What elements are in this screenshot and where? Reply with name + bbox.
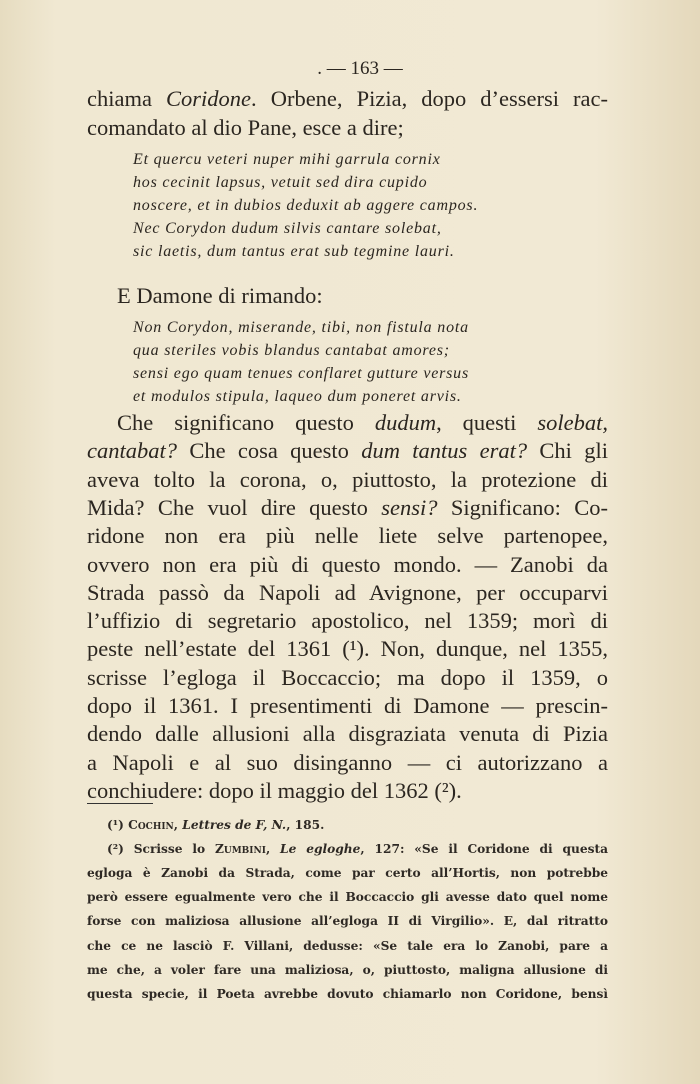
verse-line: Non Corydon, miserande, tibi, non fistula nota (133, 319, 469, 336)
text-segment: egloga è Zanobi da Strada, come par certo all’Hortis, non potrebbe (87, 866, 608, 881)
footnotes-line (107, 842, 608, 856)
main-lines-line (87, 438, 608, 464)
italic-text: Le egloghe (280, 842, 361, 857)
footnote-divider (87, 803, 153, 804)
latin-verse-2 (133, 316, 469, 408)
main-lines-line (87, 693, 608, 719)
text-segment: ovvero non era più di questo mondo. — Zanobi da (87, 551, 608, 577)
text-segment: , 185. (286, 818, 325, 832)
footnotes-line (87, 914, 608, 928)
footnotes-line (87, 939, 608, 953)
italic-text: Lettres de F, N. (182, 818, 287, 832)
text-segment: (¹) (107, 818, 129, 832)
italic-text: dudum (374, 410, 437, 435)
intro-lines-line (87, 86, 608, 112)
text-segment: Che cosa questo (177, 438, 362, 464)
text-segment: , questi (436, 410, 538, 435)
text-segment: forse con maliziosa allusione all’egloga II di Virgilio». E, dal ritratto (87, 914, 608, 929)
footnotes-line (87, 866, 608, 880)
footnotes-line (87, 987, 608, 1001)
italic-text: solebat, (537, 410, 609, 435)
page-number: . — 163 — (317, 58, 403, 79)
text-segment: dendo dalle allusioni alla disgraziata venuta di Pizia (87, 721, 608, 747)
italic-text: sensi? (381, 494, 438, 520)
text-segment: , 127: «Se il Coridone di questa (360, 842, 608, 857)
main-lines-line (87, 636, 608, 662)
author-name: Cochin (128, 818, 174, 832)
verse-line: sensi ego quam tenues conflaret gutture versus (133, 365, 470, 382)
main-lines-line (87, 467, 608, 493)
text-segment: peste nell’estate del 1361 (¹). Non, dunque, nel 1355, (87, 636, 608, 662)
text-segment: a Napoli e al suo disinganno — ci autorizzano a (87, 749, 608, 775)
verse-line: qua steriles vobis blandus cantabat amores; (133, 342, 450, 359)
latin-verse-1 (133, 148, 478, 263)
text-segment: me che, a voler fare una maliziosa, o, piuttosto, maligna allusione di (87, 962, 608, 977)
main-lines-line (87, 750, 608, 776)
italic-text: cantabat? (87, 438, 177, 464)
text-segment: , (265, 842, 281, 857)
verse-line: Nec Corydon dudum silvis cantare solebat, (133, 220, 442, 237)
text-segment: conchiudere: dopo il maggio del 1362 (²). (87, 777, 462, 803)
text-segment: l’uffizio di segretario apostolico, nel 1359; morì di (87, 608, 608, 634)
footnotes-line (87, 963, 608, 977)
author-name: Zumbini (214, 842, 266, 857)
footnotes-line (107, 818, 608, 832)
text-segment: chiama (87, 86, 167, 111)
main-lines-line (87, 608, 608, 634)
verse-line: Et quercu veteri nuper mihi garrula cornix (133, 151, 441, 168)
text-segment: . Orbene, Pizia, dopo d’essersi rac- (251, 86, 609, 111)
text-segment: aveva tolto la corona, o, piuttosto, la protezione di (87, 466, 608, 492)
text-segment: Chi gli (527, 438, 608, 464)
verse-line: hos cecinit lapsus, vetuit sed dira cupido (133, 174, 428, 191)
text-segment: Significano: Co- (437, 494, 608, 520)
main-lines-line (87, 523, 608, 549)
damone-line: E Damone di rimando: (117, 283, 323, 308)
text-segment: comandato al dio Pane, esce a dire; (87, 115, 404, 140)
main-lines-line (87, 552, 608, 578)
main-lines-line (87, 495, 608, 521)
text-segment: scrisse l’egloga il Boccaccio; ma dopo il 1359, o (87, 664, 608, 690)
verse-line: et modulos stipula, laqueo dum poneret arvis. (133, 388, 462, 405)
main-lines-line (117, 410, 608, 436)
verse-line: sic laetis, dum tantus erat sub tegmine lauri. (133, 243, 455, 260)
text-segment: (²) Scrisse lo (107, 842, 215, 857)
text-segment: che ce ne lasciò F. Villani, dedusse: «Se tale era lo Zanobi, pare a (87, 938, 608, 953)
footnotes-line (87, 890, 608, 904)
main-lines-line (87, 721, 608, 747)
text-segment: Mida? Che vuol dire questo (87, 494, 382, 520)
text-segment: questa specie, il Poeta avrebbe dovuto chiamarlo non Coridone, bensì (87, 986, 608, 1001)
text-segment: , (173, 818, 183, 832)
text-segment: però essere egualmente vero che il Boccaccio gli avesse dato quel nome (87, 890, 608, 905)
italic-text: Coridone (166, 86, 252, 111)
main-lines-line (87, 580, 608, 606)
verse-line: noscere, et in dubios deduxit ab aggere campos. (133, 197, 479, 214)
text-segment: ridone non era più nelle liete selve partenopee, (87, 523, 608, 549)
main-lines-line (87, 778, 608, 804)
text-segment: Strada passò da Napoli ad Avignone, per occuparvi (87, 579, 608, 605)
text-segment: dopo il 1361. I presentimenti di Damone — prescin- (87, 693, 608, 718)
text-segment: Che significano questo (117, 410, 375, 435)
main-lines-line (87, 665, 608, 691)
italic-text: dum tantus erat? (361, 438, 528, 464)
intro-lines-line (87, 115, 608, 141)
